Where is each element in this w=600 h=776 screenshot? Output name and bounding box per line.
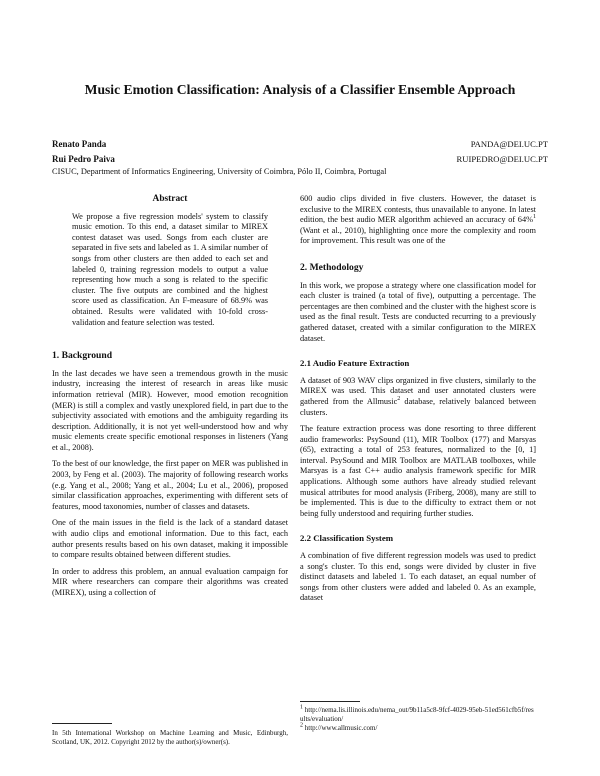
- abstract-heading: Abstract: [152, 194, 188, 204]
- classification-paragraph: A combination of five different regression models was used to predict a song's cluster. To this end, songs were divided by cluster in five distinct datasets and labeled 1. To each dataset, an equal number of songs from other clusters were added and labeled 0. As an example, dataset: [300, 551, 536, 603]
- subsection-heading-feature-extraction: 2.1 Audio Feature Extraction: [300, 358, 410, 369]
- footnote-left: In 5th International Workshop on Machine Learning and Music, Edinburgh, Scotland, UK, 2012. Copyright 2012 by the author(s)/owner(s).: [52, 729, 288, 746]
- footnote-marker: 1: [533, 214, 536, 221]
- left-column: [52, 194, 288, 605]
- footnote-rule-right: [300, 701, 360, 702]
- background-paragraph: One of the main issues in the field is the lack of a standard dataset with audio clips and emotional information. Due to this fact, each author presents results based on his own dataset, making it impossible to compare results obtained between different studies.: [52, 518, 288, 560]
- section-heading-methodology: 2. Methodology: [300, 261, 364, 273]
- background-paragraph: In order to address this problem, an annual evaluation campaign for MIR where researchers can compare their algorithms was created (MIREX), using a collection of: [52, 566, 288, 597]
- author-email-1: PANDA@DEI.UC.PT: [470, 139, 548, 149]
- background-paragraph: In the last decades we have seen a tremendous growth in the music industry, increasing the interest of research in areas like music information retrieval (MIR). However, mood emotion recognition (MER) is still a complex and vastly unexplored field, in part due to the subjectivity associated with emotions and the ambiguity regarding its description. Additionally, it is not yet well-understood how and why music elements create specific emotional responses in listeners (Yang et al., 2008).: [52, 368, 288, 452]
- feature-paragraph: The feature extraction process was done resorting to three different audio frameworks: PsySound (11), MIR Toolbox (177) and Marsyas (65), extracting a total of 253 features, normalized to the [0, 1] interval. PsySound and MIR Toolbox are MATLAB toolboxes, while Marsyas is a fast C++ audio analysis framework specific for MIR applications. Although some authors have already studied relevant musical attributes for mood analysis (Friberg, 2008), many are still to be implemented. This is due to the difficulty to extract them or not being fully understood and requiring further studies.: [300, 424, 536, 518]
- paper-title: Music Emotion Classification: Analysis of a Classifier Ensemble Approach: [84, 82, 516, 97]
- methodology-paragraph: In this work, we propose a strategy where one classification model for each cluster is trained (a total of five), outputting a percentage. The percentages are then combined and the cluster with the highest score is used as the final result. Tests are conducted recurring to a previously gathered dataset, created with a similar configuration to the MIREX dataset.: [300, 280, 536, 343]
- footnotes-right: [300, 706, 536, 733]
- section-heading-background: 1. Background: [52, 350, 113, 362]
- footnote-rule-left: [52, 723, 112, 724]
- feature-paragraph: A dataset of 903 WAV clips organized in five clusters, similarly to the MIREX was used. This dataset and user annotated clusters were gathered from the Allmusic$^2$ database, relatively balanced between clusters.: [300, 375, 536, 417]
- subsection-heading-classification: 2.2 Classification System: [300, 533, 394, 544]
- background-paragraph: To the best of our knowledge, the first paper on MER was published in 2003, by Feng et al. (2003). The majority of following research works (e.g. Yang et al., 2008; Yang et al., 2004; Lu et al., 2006), proposed similar classification approaches, experimenting with different sets of features, mood taxonomies, number of classes and datasets.: [52, 459, 288, 511]
- footnote-1: $^1$ http://nema.lis.illinois.edu/nema_out/9b11a5c8-9fcf-4029-95eb-51ed561cfb5f/results/evaluation/: [300, 704, 534, 723]
- background-continuation: 600 audio clips divided in five clusters. However, the dataset is exclusive to the MIREX contests, thus unavailable to anyone. In latest edition, the best audio MER algorithm achieved an accuracy of 64%$^1$ (Want et al., 2010), highlighting once more the complexity and room for improvement. This result was one of the: [300, 194, 536, 246]
- footnote-2: $^2$ http://www.allmusic.com/: [300, 722, 378, 732]
- author-name-2: Rui Pedro Paiva: [52, 154, 115, 164]
- author-email-2: RUIPEDRO@DEI.UC.PT: [456, 154, 548, 164]
- affiliation: CISUC, Department of Informatics Engineering, University of Coimbra, Pólo II, Coimbra, Portugal: [52, 167, 387, 176]
- footnote-marker: 2: [397, 396, 401, 403]
- abstract-text: We propose a five regression models' system to classify music emotion. To this end, a dataset similar to MIREX contest dataset was used. Songs from each cluster are separated in five sets and labeled as 1. A similar number of songs from other clusters are then added to each set and labeled 0, training regression models to output a value representing how much a song is related to the specific cluster. The five outputs are combined and the highest score used as classification. An F-measure of 68.9% was obtained. Results were validated with 10-fold cross-validation and feature selection was tested.: [72, 211, 268, 327]
- right-column: [300, 194, 536, 610]
- author-name-1: Renato Panda: [52, 139, 107, 149]
